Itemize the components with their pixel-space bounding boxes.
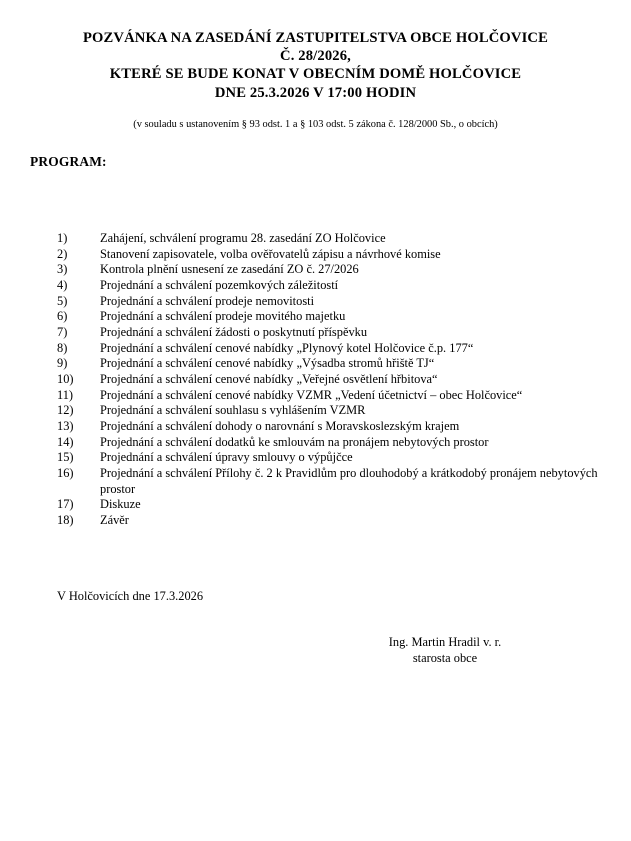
agenda-item [0,450,631,466]
agenda-item [0,513,631,529]
agenda-item-number: 5) [57,293,68,308]
signature-block [330,634,560,666]
agenda-item-text: Projednání a schválení prodeje nemovitosti [100,293,315,308]
agenda-item [0,388,631,404]
agenda-item [0,497,631,513]
agenda-item-number: 12) [57,403,74,418]
agenda-item-text: Projednání a schválení souhlasu s vyhlášením VZMR [100,403,366,418]
agenda-item-number: 15) [57,450,74,465]
agenda-item [0,231,631,247]
agenda-item-number: 4) [57,277,68,292]
title-line-2: Č. 28/2026, [280,48,351,65]
agenda-item-text: Projednání a schválení cenové nabídky VZMR „Vedení účetnictví – obec Holčovice“ [100,387,523,402]
agenda-item-text: Stanovení zapisovatele, volba ověřovatelů zápisu a návrhové komise [100,246,441,261]
agenda-item-number: 2) [57,246,68,261]
document-title [0,29,631,102]
agenda-item-number: 1) [57,231,68,245]
agenda-item-text: Projednání a schválení dodatků ke smlouvám na pronájem nebytových prostor [100,434,489,449]
legal-reference-note: (v souladu s ustanovením § 93 odst. 1 a § 103 odst. 5 zákona č. 128/2000 Sb., o obcích) [133,119,498,130]
agenda-item [0,294,631,310]
agenda-item-number: 6) [57,309,68,324]
agenda-item-text: Projednání a schválení žádosti o poskytnutí příspěvku [100,324,368,339]
agenda-item-number: 17) [57,497,74,512]
agenda-item [0,341,631,357]
agenda-item [0,435,631,451]
place-and-date: V Holčovicích dne 17.3.2026 [57,589,204,603]
agenda-item [0,372,631,388]
agenda-item-text: Projednání a schválení dohody o narovnání s Moravskoslezským krajem [100,418,460,433]
agenda-item-number: 11) [57,387,74,402]
title-line-4: DNE 25.3.2026 V 17:00 HODIN [214,84,417,101]
agenda-item-number: 18) [57,512,74,527]
agenda-item [0,325,631,341]
agenda-item-number: 9) [57,356,68,371]
title-line-3: KTERÉ SE BUDE KONAT V OBECNÍM DOMĚ HOLČOVICE [109,66,522,83]
agenda-item [0,403,631,419]
agenda-item-text: Projednání a schválení cenové nabídky „Veřejné osvětlení hřbitova“ [100,371,438,386]
agenda-item-text: Závěr [100,512,129,527]
title-line-1: POZVÁNKA NA ZASEDÁNÍ ZASTUPITELSTVA OBCE HOLČOVICE [82,30,548,46]
agenda-item-number: 7) [57,324,68,339]
agenda-item-number: 16) [57,465,74,480]
agenda-item [0,309,631,325]
agenda-item [0,262,631,278]
agenda-item-text: Projednání a schválení cenové nabídky „Výsadba stromů hřiště TJ“ [100,356,435,371]
signature-role: starosta obce [412,651,478,665]
agenda-item-text: Kontrola plnění usnesení ze zasedání ZO č. 27/2026 [100,262,359,277]
agenda-item-text: Projednání a schválení cenové nabídky „Plynový kotel Holčovice č.p. 177“ [100,340,474,355]
agenda-item-number: 14) [57,434,74,449]
signature-name: Ing. Martin Hradil v. r. [388,635,502,649]
agenda-item-text: Zahájení, schválení programu 28. zasedání ZO Holčovice [100,231,386,245]
agenda-item-number: 10) [57,371,74,386]
agenda-item-text: Projednání a schválení úpravy smlouvy o výpůjčce [100,450,353,465]
agenda-item [0,356,631,372]
agenda-item-text: Projednání a schválení Přílohy č. 2 k Pravidlům pro dlouhodobý a krátkodobý pronájem nebytových prostor [100,465,598,496]
program-heading: PROGRAM: [30,154,107,169]
agenda-item [0,278,631,294]
agenda-item [0,419,631,435]
agenda-item-text: Projednání a schválení pozemkových záležitostí [100,277,339,292]
agenda-item [0,247,631,263]
agenda-item-number: 13) [57,418,74,433]
agenda-item-number: 3) [57,262,68,277]
agenda-item-text: Projednání a schválení prodeje movitého majetku [100,309,346,324]
agenda-item-text: Diskuze [100,497,141,512]
agenda-item-number: 8) [57,340,68,355]
agenda-item [0,466,631,497]
agenda-list [0,231,631,528]
